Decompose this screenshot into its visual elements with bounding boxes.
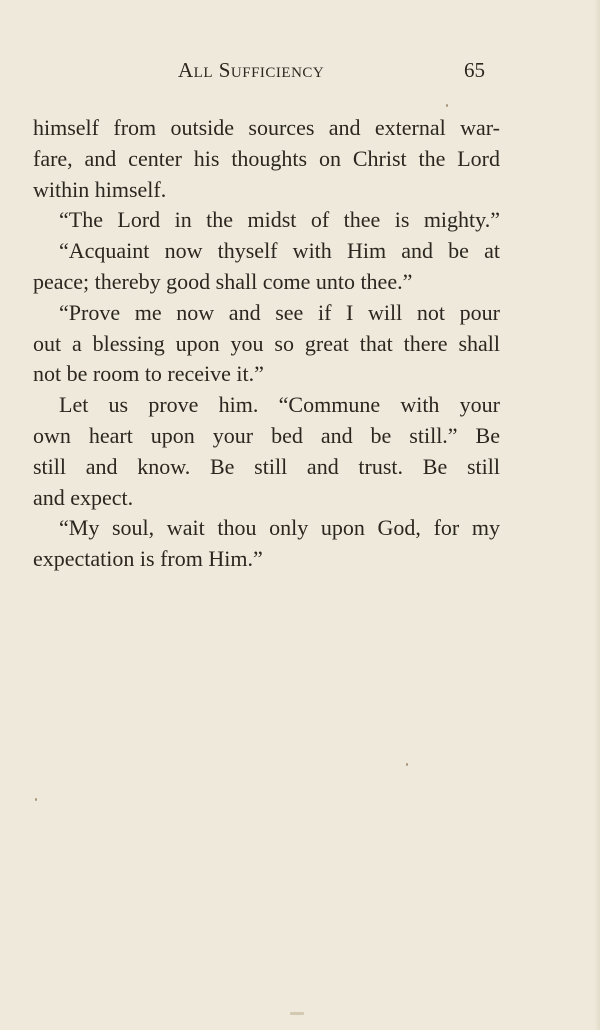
running-title: All Sufficiency [178,58,325,82]
text-line: “Acquaint now thyself with Him and be at [59,238,500,264]
text-line: “Prove me now and see if I will not pour [59,299,500,325]
page-number: 65 [464,58,485,82]
text-line: within himself. [33,176,167,202]
text-line: not be room to receive it.” [33,361,264,387]
paper-speck [406,763,408,766]
text-line: “My soul, wait thou only upon God, for my [59,515,500,541]
text-line: Let us prove him. “Commune with your [59,392,500,418]
text-line: own heart upon your bed and be still.” Be [33,422,500,448]
text-line: out a blessing upon you so great that there shall [33,330,500,356]
text-line: “The Lord in the midst of thee is mighty.” [59,207,500,233]
text-line: himself from outside sources and external war- [33,115,500,140]
text-line: and expect. [33,484,134,510]
paper-speck [35,798,37,801]
paper-speck [446,104,448,107]
text-line: fare, and center his thoughts on Christ the Lord [33,145,500,171]
text-line: expectation is from Him.” [33,546,263,572]
running-header [0,58,600,88]
text-line: still and know. Be still and trust. Be still [33,453,500,479]
page-edge-shadow [594,0,600,1030]
paper-speck [290,1012,304,1015]
text-line: peace; thereby good shall come unto thee.” [33,268,413,294]
body-text [33,113,500,575]
